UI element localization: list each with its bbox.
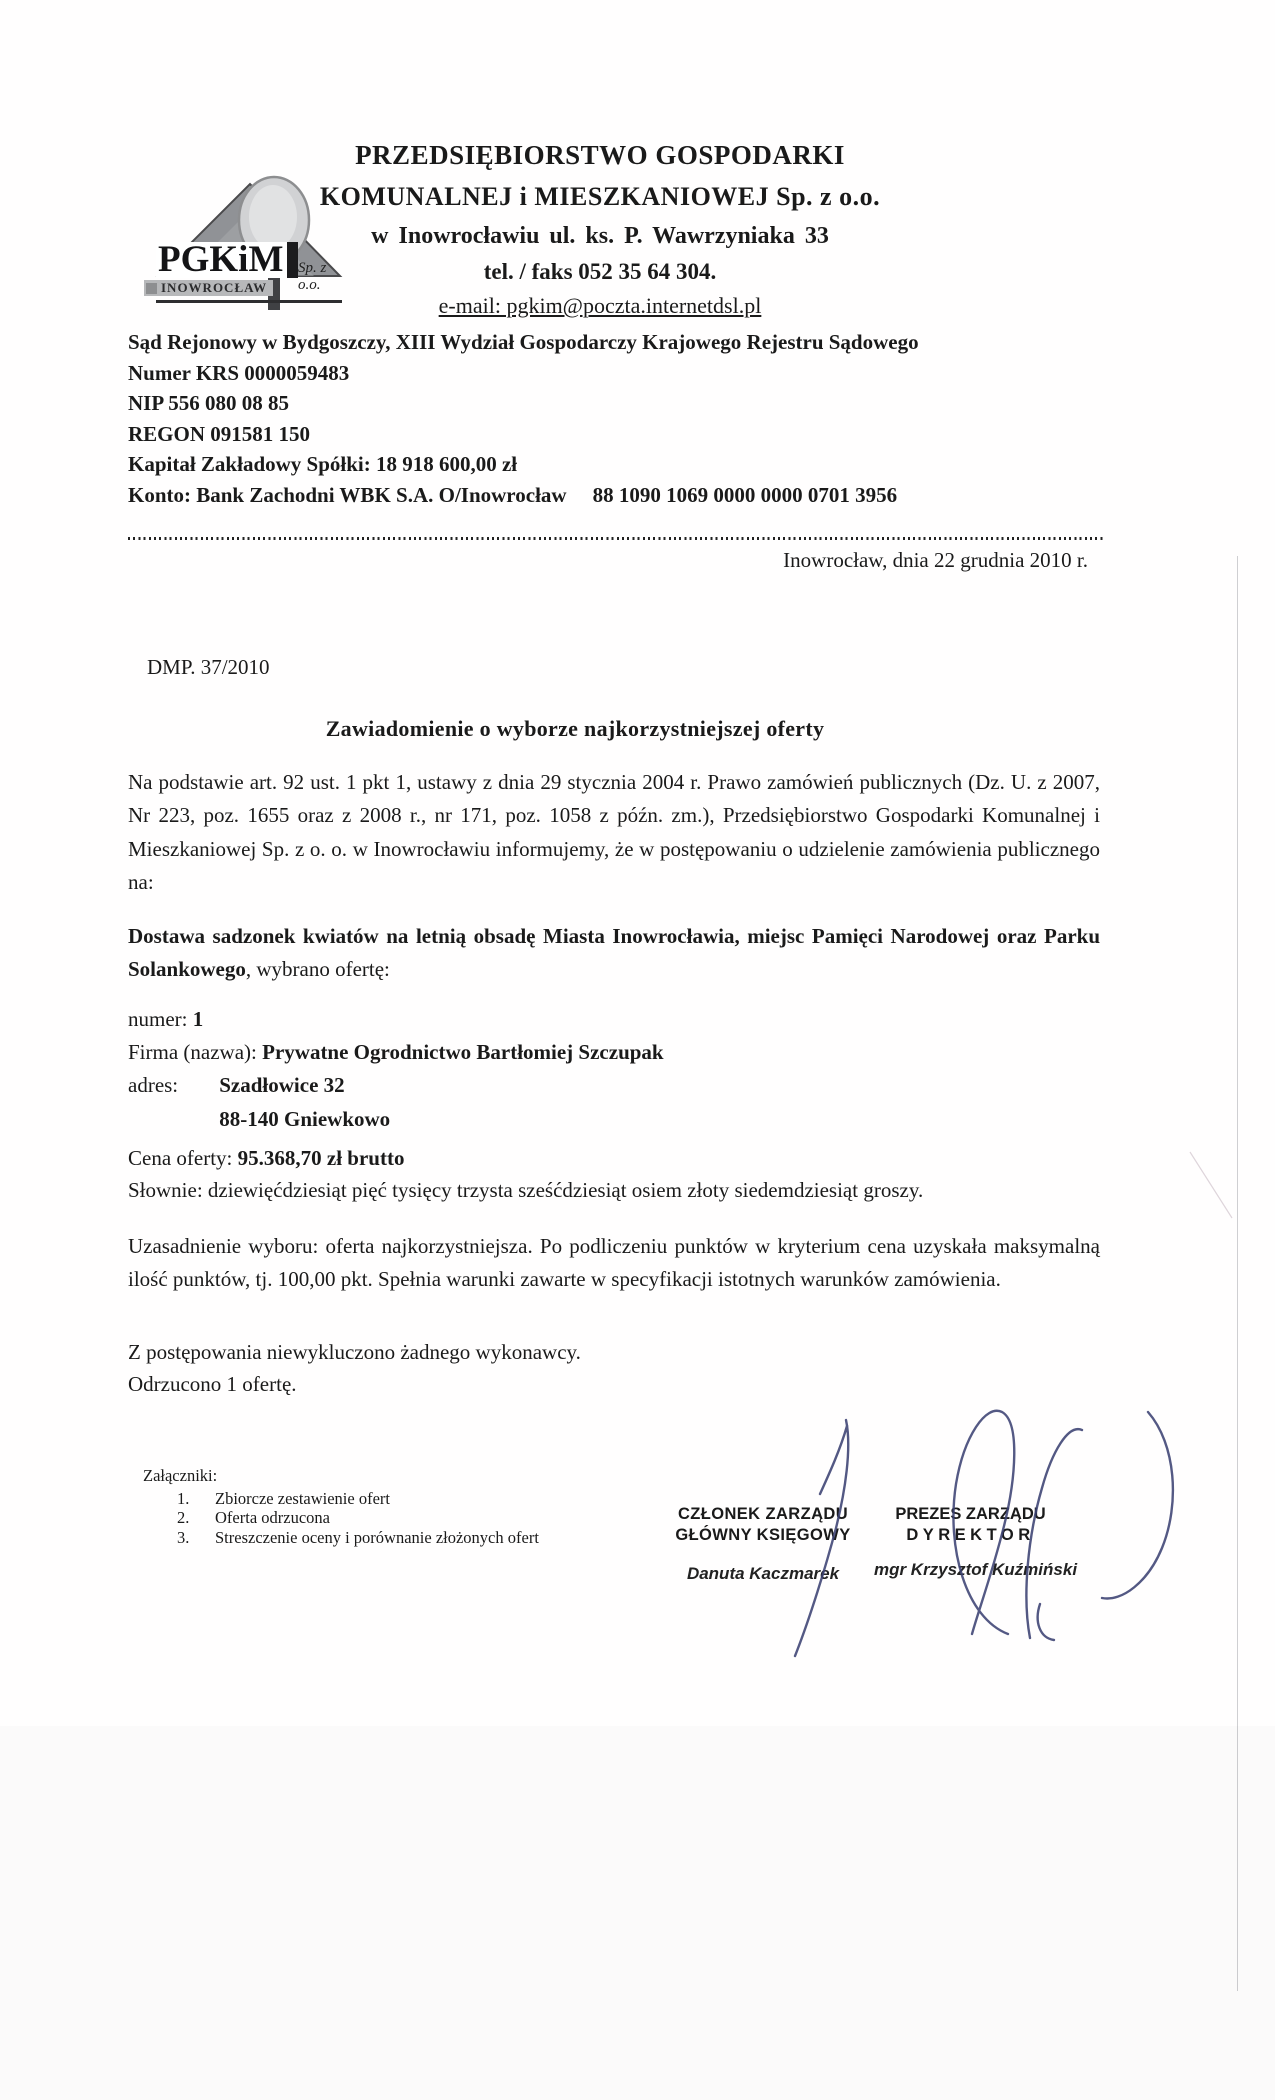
attachment-number: 2. [177, 1508, 190, 1528]
account-label: Konto: Bank Zachodni WBK S.A. O/Inowrocław [128, 482, 567, 507]
attachment-text: Zbiorcze zestawienie ofert [215, 1489, 390, 1508]
signature-left-title-1: CZŁONEK ZARZĄDU [677, 1505, 849, 1523]
offer-address-row-1 [128, 1069, 1100, 1102]
offer-address-line-2: 88-140 Gniewkowo [219, 1106, 391, 1131]
logo-city-label: INOWROCŁAW [161, 280, 268, 295]
signature-scribble-right-3 [1102, 1412, 1173, 1599]
offer-company-row [128, 1036, 1100, 1069]
attachments-label: Załączniki: [143, 1466, 218, 1485]
registry-capital-line: Kapitał Zakładowy Spółki: 18 918 600,00 zł [128, 452, 518, 477]
dotted-separator-line [128, 537, 1103, 540]
attachment-number: 3. [177, 1527, 190, 1547]
letterhead-address: w Inowrocławiu ul. ks. P. Wawrzyniaka 33 [371, 223, 829, 249]
scan-bottom-shading [0, 1726, 1275, 2100]
rejected-line: Odrzucono 1 ofertę. [128, 1372, 297, 1397]
registry-account-line [128, 480, 1118, 511]
offer-address-row-2 [128, 1103, 1100, 1136]
logo-legal-suffix: Sp. z o.o. [298, 260, 327, 293]
price-label: Cena oferty: [128, 1146, 238, 1170]
justification-paragraph: Uzasadnienie wyboru: oferta najkorzystniejsza. Po podliczeniu punktów w kryterium cena uzyskała maksymalną ilość punktów, tj. 100,00 pkt. Spełnia warunki zawarte w specyfikacji istotnych warunków zamówienia. [128, 1234, 1100, 1292]
signature-left-titles [653, 1504, 873, 1545]
signature-right-name: mgr Krzysztof Kuźmiński [873, 1560, 1078, 1579]
registry-court-line: Sąd Rejonowy w Bydgoszczy, XIII Wydział Gospodarczy Krajowego Rejestru Sądowego [128, 330, 919, 354]
scan-scratch-mark [1190, 1152, 1232, 1218]
registry-regon-line: REGON 091581 150 [128, 421, 311, 446]
account-number: 88 1090 1069 0000 0000 0701 3956 [592, 482, 898, 507]
logo-city-square-icon [146, 283, 157, 294]
letterhead [285, 140, 915, 319]
closing-block [128, 1336, 1100, 1401]
registry-krs-line: Numer KRS 0000059483 [128, 360, 350, 385]
signature-right-titles [858, 1504, 1083, 1545]
attachment-text: Oferta odrzucona [215, 1508, 330, 1528]
attachment-number: 1. [177, 1489, 190, 1508]
subject-rest: , wybrano ofertę: [245, 957, 390, 982]
offer-company-label: Firma (nazwa): [128, 1040, 257, 1065]
letterhead-phone: tel. / faks 052 35 64 304. [483, 259, 717, 284]
letterhead-line-1: PRZEDSIĘBIORSTWO GOSPODARKI [355, 140, 845, 170]
offer-address-label: adres: [128, 1073, 179, 1098]
letterhead-line-2: KOMUNALNEJ i MIESZKANIOWEJ Sp. z o.o. [319, 182, 881, 211]
price-block [128, 1142, 1118, 1206]
signature-right-title-2: DYREKTOR [906, 1525, 1035, 1544]
logo-company-abbreviation: PGKiM [156, 242, 298, 278]
company-registry-block [128, 327, 1118, 511]
document-title: Zawiadomienie o wyborze najkorzystniejszej oferty [325, 716, 825, 741]
price-value: 95.368,70 zł brutto [237, 1146, 405, 1170]
attachment-item [177, 1528, 697, 1547]
attachments-list [177, 1489, 697, 1547]
attachment-text: Streszczenie oceny i porównanie złożonych ofert [215, 1527, 539, 1547]
legal-basis-paragraph: Na podstawie art. 92 ust. 1 pkt 1, ustawy z dnia 29 stycznia 2004 r. Prawo zamówień publicznych (Dz. U. z 2007, Nr 223, poz. 1655 oraz z 2008 r., nr 171, poz. 1058 z późn. zm.), Przedsiębiorstwo Gospodarki Komunalnej i Mieszkaniowej Sp. z o. o. w Inowrocławiu informujemy, że w postępowaniu o udzielenie zamówienia publicznego na: [128, 770, 1100, 895]
signature-scribble-right-4 [1038, 1604, 1054, 1640]
attachment-item [177, 1508, 697, 1527]
no-exclusion-line: Z postępowania niewykluczono żadnego wykonawcy. [128, 1340, 581, 1364]
offer-number-row [128, 1003, 1100, 1036]
reference-number: DMP. 37/2010 [147, 655, 270, 679]
signature-left-name: Danuta Kaczmarek [686, 1564, 840, 1583]
subject-title: Dostawa sadzonek kwiatów na letnią obsadę Miasta Inowrocławia, miejsc Pamięci Narodowej oraz Parku Solankowego [128, 924, 1100, 982]
attachment-item [177, 1489, 697, 1508]
subject-paragraph [128, 920, 1100, 987]
price-in-words: Słownie: dziewięćdziesiąt pięć tysięcy trzysta sześćdziesiąt osiem złoty siedemdziesiąt groszy. [128, 1178, 924, 1202]
logo-city-strip [144, 280, 273, 296]
registry-nip-line: NIP 556 080 08 85 [128, 391, 290, 416]
offer-address-line-1: Szadłowice 32 [219, 1073, 345, 1098]
offer-number-label: numer: [128, 1007, 188, 1031]
price-row [128, 1142, 1118, 1174]
signature-scribble-left-2 [820, 1426, 847, 1494]
signature-left-title-2: GŁÓWNY KSIĘGOWY [675, 1525, 851, 1544]
date-line: Inowrocław, dnia 22 grudnia 2010 r. [783, 548, 1088, 572]
selected-offer-block [128, 1003, 1100, 1136]
offer-number-value: 1 [192, 1007, 204, 1031]
letterhead-email: e-mail: pgkim@poczta.internetdsl.pl [438, 293, 762, 318]
signature-right-title-1: PREZES ZARZĄDU [895, 1505, 1046, 1523]
offer-company-value: Prywatne Ogrodnictwo Bartłomiej Szczupak [262, 1040, 664, 1065]
